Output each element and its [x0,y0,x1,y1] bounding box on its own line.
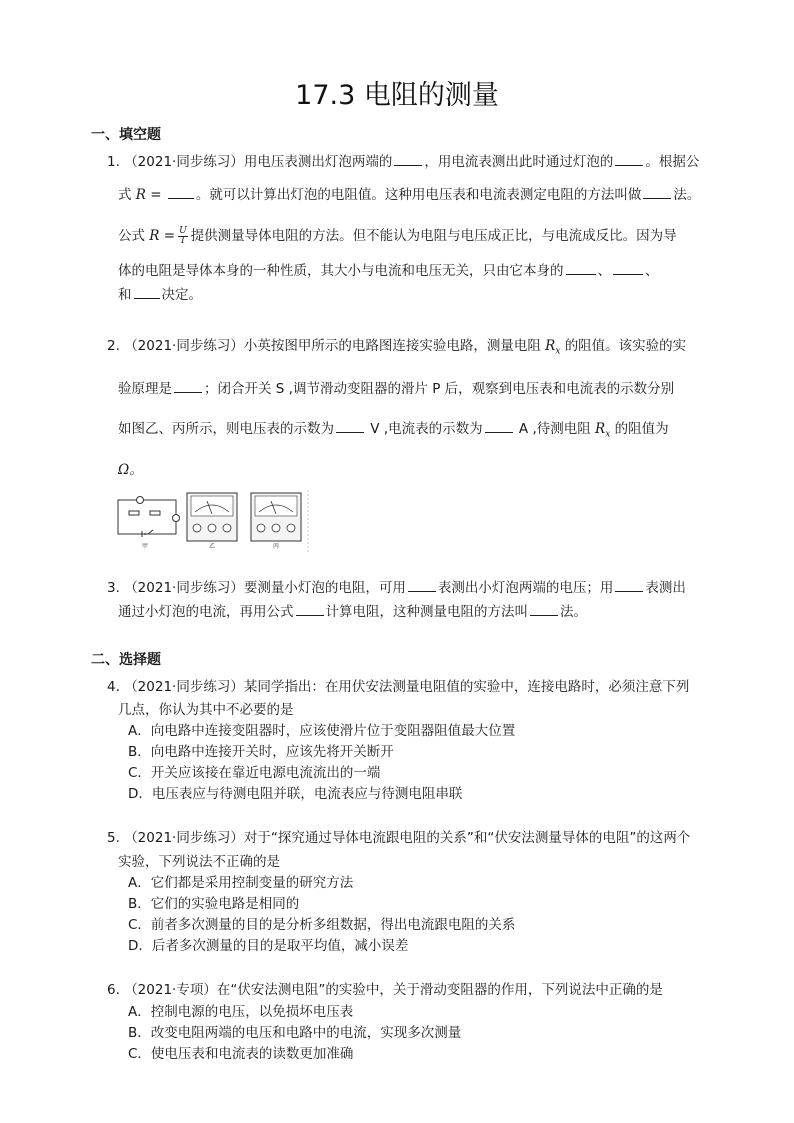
q2-source: （2021·同步练习） [124,338,244,354]
q5-option-a: A．它们都是采用控制变量的研究方法 [128,875,354,891]
q1-number: 1. [107,154,120,170]
q4-option-d: D．电压表应与待测电阻并联，电流表应与待测电阻串联 [128,786,463,802]
circuit-diagram [118,497,180,538]
q3-source: （2021·同步练习） [124,580,244,596]
q1-line-4: 体的电阻是导体本身的一种性质，其大小与电流和电压无关，只由它本身的 、 、 [118,260,659,281]
blank [408,577,436,592]
q5-option-b: B．它们的实验电路是相同的 [128,896,300,912]
page-title: 17.3 电阻的测量 [295,80,499,111]
q6-source: （2021·专项） [124,982,217,998]
q6-option-b: B．改变电阻两端的电压和电路中的电流，实现多次测量 [128,1025,462,1041]
q4-option-c: C．开关应该接在靠近电源电流流出的一端 [128,765,381,781]
q4-number: 4. [107,679,120,695]
fig-label-yi: 乙 [208,543,216,550]
q5-option-d: D．后者多次测量的目的是取平均值，减小误差 [128,938,409,954]
blank [296,601,324,616]
blank [168,184,194,199]
blank [615,151,643,166]
fig-label-bing: 丙 [272,543,280,550]
blank [394,151,422,166]
q3-number: 3. [107,580,120,596]
q1-line-1: 1. （2021·同步练习）用电压表测出灯泡两端的 ，用电流表测出此时通过灯泡的 。根据公 [107,151,699,172]
blank [174,378,202,393]
q1-line-2: 式 R = 。就可以计算出灯泡的电阻值。这种用电压表和电流表测定电阻的方法叫做 法。 [118,184,700,205]
q2-line-4: Ω。 [118,462,143,478]
q3-line-2: 通过小灯泡的电流，再用公式 计算电阻，这种测量电阻的方法叫 法。 [118,601,587,622]
q1-line-5: 和 决定。 [118,284,202,305]
formula-fraction: $\frac{U}{I}$ [179,225,187,246]
q5-option-c: C．前者多次测量的目的是分析多组数据，得出电流跟电阻的关系 [128,917,516,933]
q2-line-3: 如图乙、丙所示，则电压表的示数为 V ,电流表的示数为 A ,待测电阻 $R_x$ 的阻值为 [118,418,669,445]
blank [336,418,364,433]
blank [485,418,513,433]
q4-option-a: A．向电路中连接变阻器时，应该使滑片位于变阻器阻值最大位置 [128,723,516,739]
q5-source: （2021·同步练习） [124,830,244,846]
q2-line-2: 验原理是 ；闭合开关 S ,调节滑动变阻器的滑片 P 后，观察到电压表和电流表的示数分别 [118,378,674,399]
voltmeter-dial [187,493,237,541]
q1-source: （2021·同步练习） [124,154,244,170]
q2-line-1: 2. （2021·同步练习）小英按图甲所示的电路图连接实验电路，测量电阻 $R_x$ 的阻值。该实验的实 [107,338,687,357]
blank [530,601,558,616]
section-heading-choice: 二、选择题 [91,652,161,668]
blank [134,284,160,299]
q4-line-2: 几点，你认为其中不必要的是 [118,702,294,718]
fig-label-jia: 甲 [141,543,149,550]
q6-option-a: A．控制电源的电压，以免损坏电压表 [128,1004,354,1020]
q5-number: 5. [107,830,120,846]
q6-number: 6. [107,982,120,998]
q4-line-1: 4. （2021·同步练习）某同学指出：在用伏安法测量电阻值的实验中，连接电路时，必须注意下列 [107,679,690,695]
q6-option-c: C．使电压表和电流表的读数更加准确 [128,1046,354,1062]
q2-number: 2. [107,338,120,354]
q2-figure [115,490,315,552]
q5-line-2: 实验，下列说法不正确的是 [118,854,280,870]
q6-line-1: 6. （2021·专项）在“伏安法测电阻”的实验中，关于滑动变阻器的作用，下列说法中正确的是 [107,982,663,998]
blank [613,260,643,275]
q4-source: （2021·同步练习） [124,679,244,695]
blank [643,184,671,199]
blank [615,577,643,592]
section-heading-fill: 一、填空题 [91,127,161,143]
blank [566,260,596,275]
q4-option-b: B．向电路中连接开关时，应该先将开关断开 [128,744,394,760]
q5-line-1: 5. （2021·同步练习）对于“探究通过导体电流跟电阻的关系”和“伏安法测量导体的电阻”的这两个 [107,830,691,846]
q3-line-1: 3. （2021·同步练习）要测量小灯泡的电阻，可用 表测出小灯泡两端的电压；用 表测出 [107,577,686,598]
ammeter-dial [251,493,301,541]
q1-line-3: 公式 R = $\frac{U}{I}$ 提供测量导体电阻的方法。但不能认为电阻与电压成正比，与电流成反比。因为导 [118,225,677,246]
